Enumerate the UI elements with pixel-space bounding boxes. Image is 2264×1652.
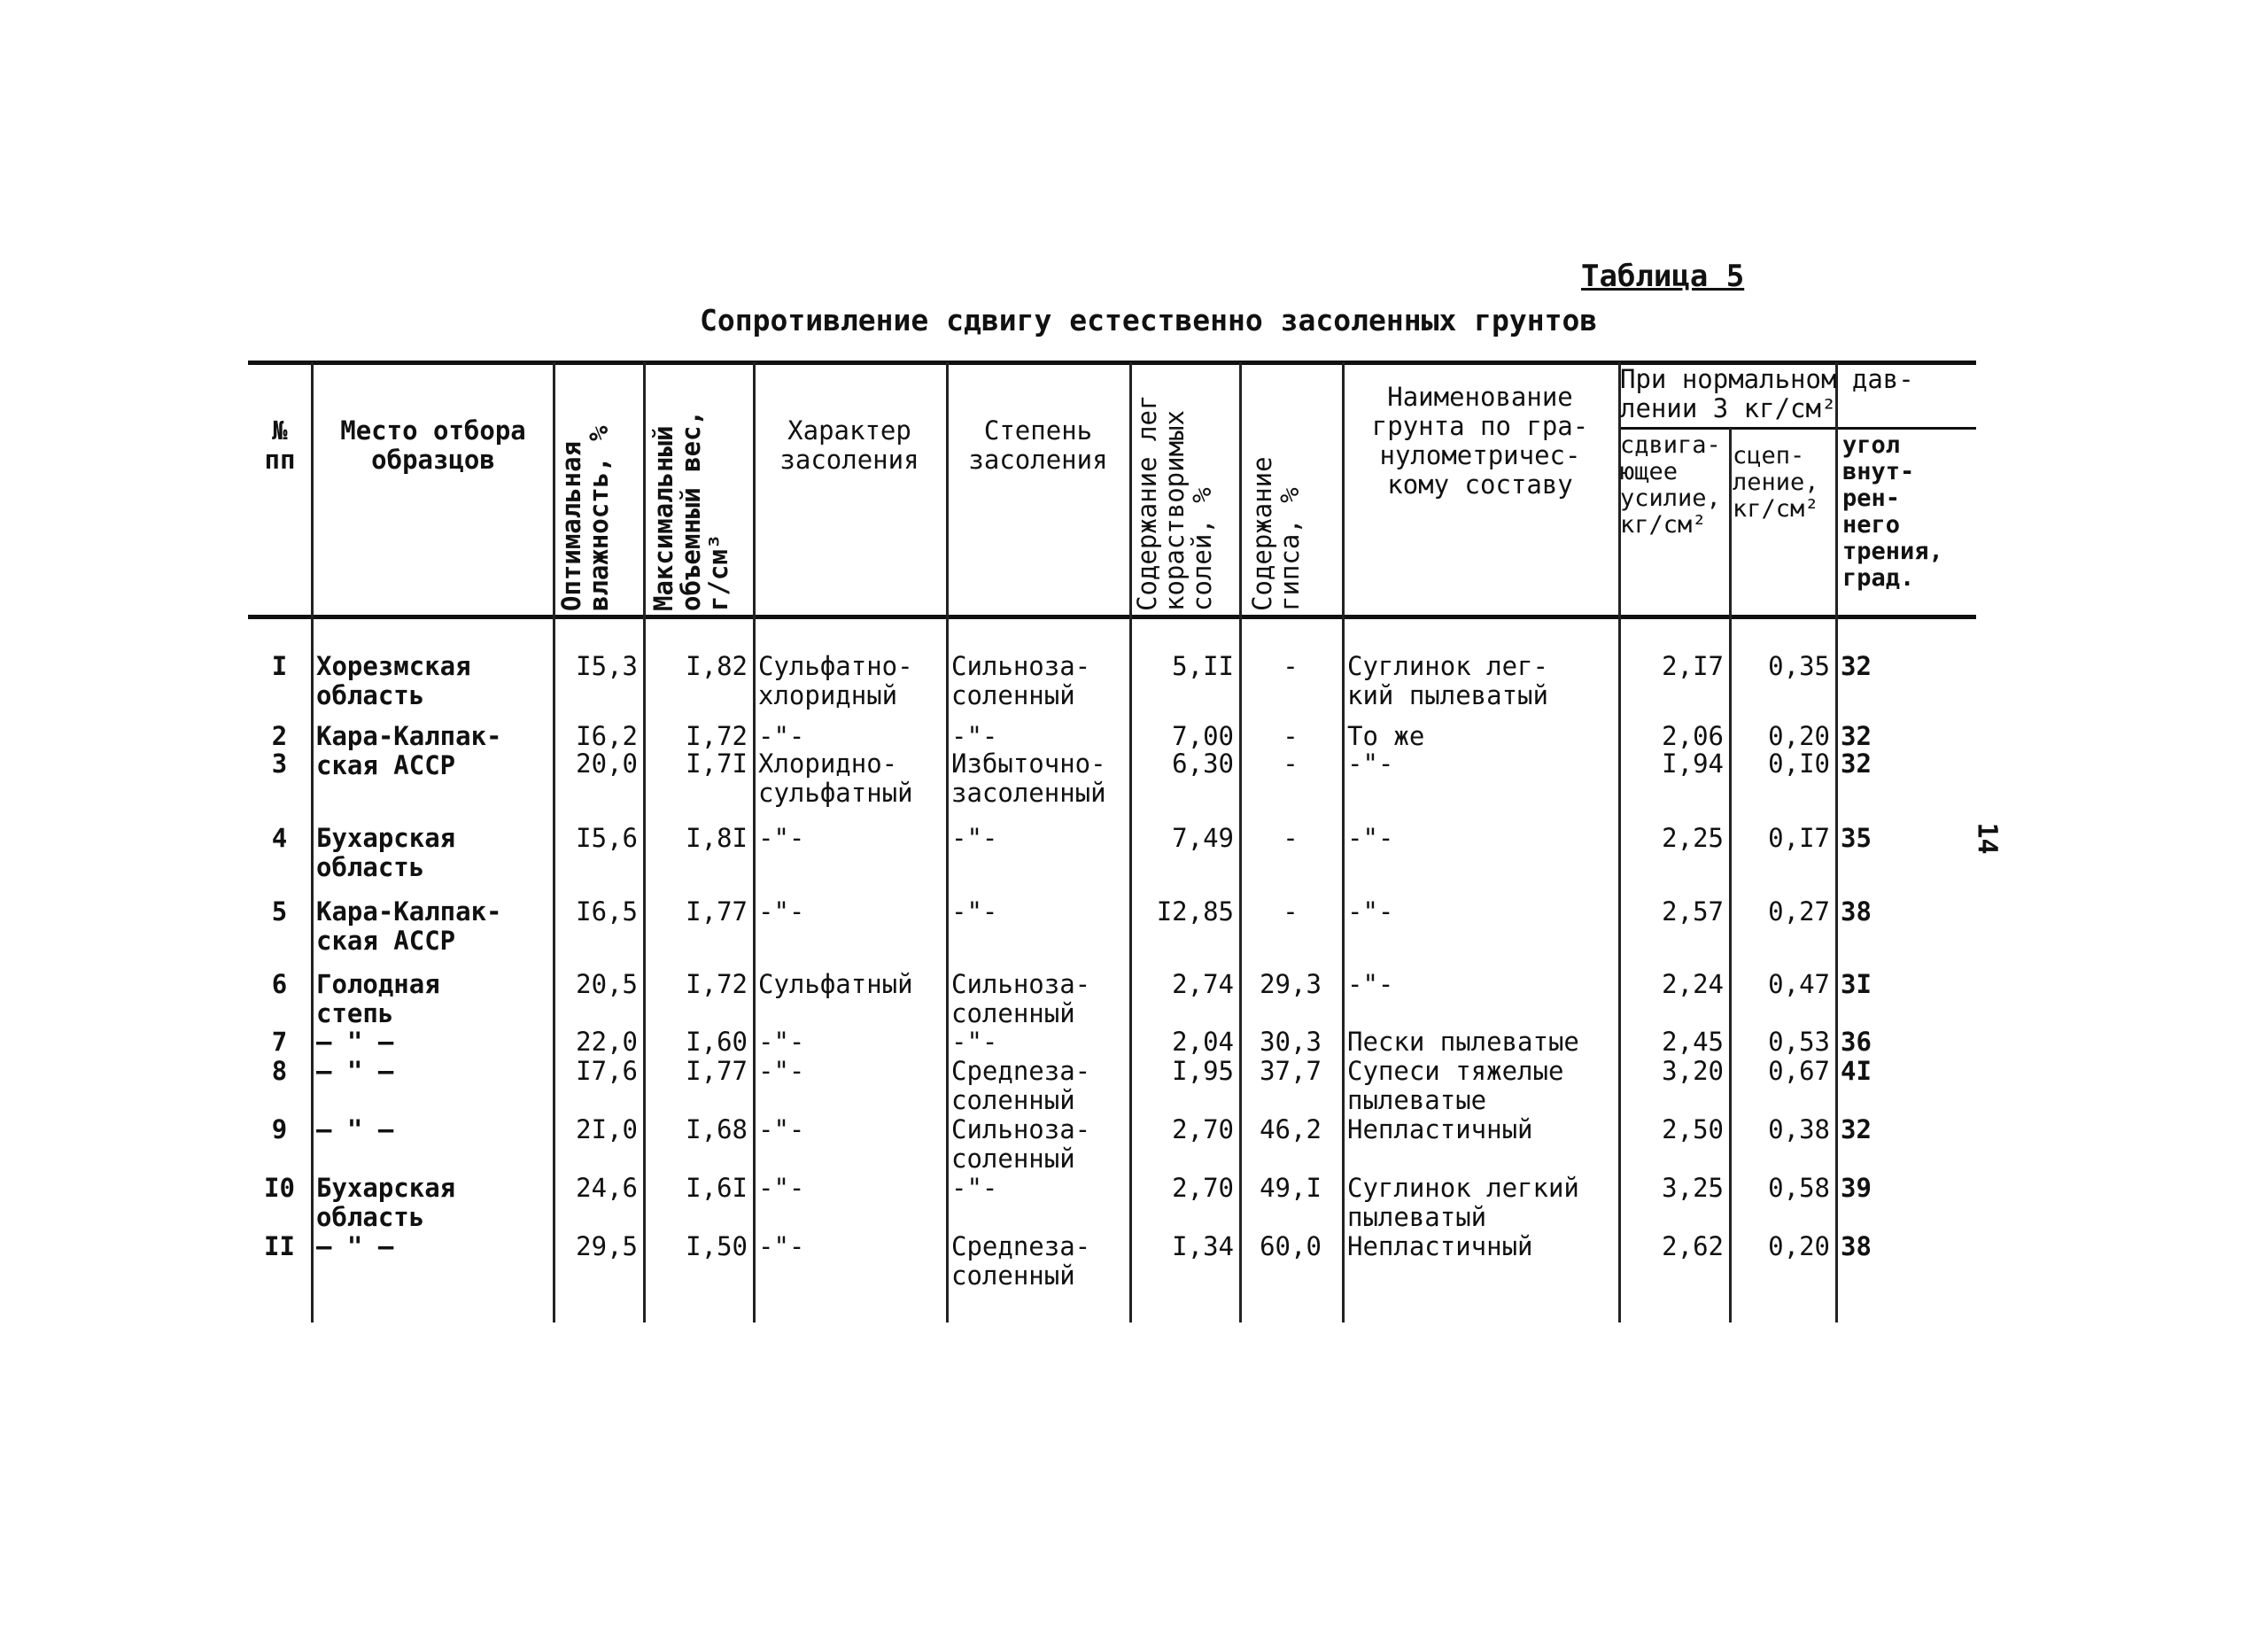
table-cell-degree: Сильноза- соленный [951, 969, 1091, 1028]
table-cell-cohesion: 0,58 [1768, 1173, 1830, 1203]
table-cell-salts: 6,30 [1172, 748, 1234, 779]
table-cell-num: II [264, 1231, 295, 1261]
table-cell-moisture: I6,5 [576, 896, 638, 927]
table-cell-moisture: 2I,0 [576, 1114, 638, 1144]
table-cell-degree: Сильноза- соленный [951, 651, 1091, 710]
header-gypsum: Содержание гипса, % [1247, 456, 1305, 611]
table-cell-moisture: 22,0 [576, 1027, 638, 1057]
table-cell-soil: -"- [1347, 896, 1394, 927]
table-cell-degree: -"- [951, 721, 998, 751]
column-divider [1239, 362, 1242, 1322]
table-cell-soil: Суглинок лег- кий пылеватый [1347, 651, 1548, 710]
table-cell-gypsum: 30,3 [1260, 1027, 1322, 1057]
header-soil: Наименование грунта по гра- нулометричес- кому составу [1371, 382, 1589, 500]
table-cell-character: Сульфатный [758, 969, 913, 999]
table-cell-moisture: I7,6 [576, 1056, 638, 1086]
table-cell-place: — " — [316, 1231, 394, 1261]
table-cell-salts: 2,70 [1172, 1114, 1234, 1144]
table-cell-gypsum: - [1283, 651, 1299, 681]
table-cell-cohesion: 0,20 [1768, 1231, 1830, 1261]
table-cell-shear: 2,45 [1662, 1027, 1724, 1057]
table-cell-gypsum: 46,2 [1260, 1114, 1322, 1144]
table-cell-num: I0 [264, 1173, 295, 1203]
table-cell-gypsum: - [1283, 823, 1299, 853]
table-cell-place: Бухарская область [316, 1173, 456, 1232]
table-cell-soil: Непластичный [1347, 1114, 1533, 1144]
table-cell-shear: 3,25 [1662, 1173, 1724, 1203]
header-degree: Степень засоления [968, 415, 1108, 475]
table-cell-gypsum: - [1283, 896, 1299, 927]
column-divider [753, 362, 756, 1322]
table-cell-density: I,7I [686, 748, 748, 779]
header-pressure-group: При нормальном дав- лении 3 кг/см² [1620, 364, 1914, 423]
table-cell-character: -"- [758, 1173, 805, 1203]
table-title: Сопротивление сдвигу естественно засоленных грунтов [700, 303, 1598, 337]
table-cell-degree: Средneза- соленный [951, 1231, 1091, 1291]
table-cell-place: — " — [316, 1056, 394, 1086]
table-cell-shear: 2,57 [1662, 896, 1724, 927]
header-character: Характер засоления [779, 415, 919, 475]
table-cell-character: Хлоридно- сульфатный [758, 748, 913, 808]
table-cell-shear: 2,06 [1662, 721, 1724, 751]
table-label: Таблица 5 [1581, 259, 1745, 294]
table-cell-density: I,72 [686, 969, 748, 999]
table-cell-cohesion: 0,35 [1768, 651, 1830, 681]
table-cell-moisture: I5,6 [576, 823, 638, 853]
table-cell-salts: 5,II [1172, 651, 1234, 681]
table-cell-density: I,68 [686, 1114, 748, 1144]
table-cell-degree: -"- [951, 896, 998, 927]
table-cell-moisture: 29,5 [576, 1231, 638, 1261]
table-cell-angle: 39 [1841, 1173, 1872, 1203]
table-cell-shear: 2,25 [1662, 823, 1724, 853]
table-cell-salts: I,95 [1172, 1056, 1234, 1086]
table-cell-angle: 3I [1841, 969, 1872, 999]
table-cell-density: I,72 [686, 721, 748, 751]
table-cell-place: — " — [316, 1027, 394, 1057]
table-cell-gypsum: 29,3 [1260, 969, 1322, 999]
column-divider [311, 362, 314, 1322]
header-salts: Содержание лег корастворимых солей, % [1132, 394, 1217, 611]
table-cell-salts: 7,49 [1172, 823, 1234, 853]
table-cell-salts: I2,85 [1156, 896, 1234, 927]
table-cell-angle: 36 [1841, 1027, 1872, 1057]
table-cell-soil: То же [1347, 721, 1425, 751]
column-divider [1729, 428, 1732, 1322]
table-cell-place: Хорезмская область [316, 651, 471, 710]
table-cell-character: -"- [758, 721, 805, 751]
table-cell-character: -"- [758, 1114, 805, 1144]
table-cell-angle: 32 [1841, 721, 1872, 751]
table-cell-place: Бухарская область [316, 823, 456, 882]
table-cell-angle: 38 [1841, 896, 1872, 927]
table-cell-soil: Суглинок легкий пылеватый [1347, 1173, 1579, 1232]
table-cell-moisture: 20,0 [576, 748, 638, 779]
table-cell-num: I [271, 651, 288, 681]
table-cell-angle: 32 [1841, 748, 1872, 779]
table-cell-degree: Сильноза- соленный [951, 1114, 1091, 1174]
table-cell-place: — " — [316, 1114, 394, 1144]
table-cell-salts: I,34 [1172, 1231, 1234, 1261]
table-cell-degree: Избыточно- засоленный [951, 748, 1106, 808]
table-cell-density: I,77 [686, 1056, 748, 1086]
table-cell-num: 9 [271, 1114, 288, 1144]
table-cell-gypsum: 60,0 [1260, 1231, 1322, 1261]
table-cell-place: Кара-Калпак- ская АССР [316, 721, 502, 780]
table-cell-density: I,60 [686, 1027, 748, 1057]
table-cell-character: -"- [758, 1231, 805, 1261]
column-divider [553, 362, 555, 1322]
table-cell-degree: -"- [951, 823, 998, 853]
column-divider [1835, 362, 1838, 1322]
table-cell-soil: Супеси тяжелые пылеватые [1347, 1056, 1564, 1115]
table-cell-shear: 2,50 [1662, 1114, 1724, 1144]
table-cell-angle: 38 [1841, 1231, 1872, 1261]
header-density: Максимальный объемный вес, г/см³ [648, 410, 733, 611]
table-cell-angle: 35 [1841, 823, 1872, 853]
table-cell-density: I,8I [686, 823, 748, 853]
table-cell-cohesion: 0,I0 [1768, 748, 1830, 779]
table-cell-soil: -"- [1347, 969, 1394, 999]
table-cell-character: -"- [758, 1027, 805, 1057]
table-cell-place: Кара-Калпак- ская АССР [316, 896, 502, 956]
table-cell-density: I,50 [686, 1231, 748, 1261]
table-cell-gypsum: 49,I [1260, 1173, 1322, 1203]
table-cell-cohesion: 0,20 [1768, 721, 1830, 751]
table-cell-character: -"- [758, 823, 805, 853]
table-cell-num: 7 [271, 1027, 288, 1057]
table-cell-degree: -"- [951, 1027, 998, 1057]
table-cell-cohesion: 0,I7 [1768, 823, 1830, 853]
table-cell-salts: 2,74 [1172, 969, 1234, 999]
table-cell-angle: 32 [1841, 651, 1872, 681]
table-cell-character: Сульфатно- хлоридный [758, 651, 913, 710]
header-num: № пп [264, 415, 296, 475]
table-cell-cohesion: 0,27 [1768, 896, 1830, 927]
header-angle: угол внут- рен- него трения, град. [1842, 431, 1943, 592]
table-cell-num: 4 [271, 823, 288, 853]
column-divider [946, 362, 949, 1322]
table-cell-gypsum: - [1283, 721, 1299, 751]
table-cell-density: I,77 [686, 896, 748, 927]
table-cell-shear: I,94 [1662, 748, 1724, 779]
table-cell-gypsum: - [1283, 748, 1299, 779]
table-cell-soil: -"- [1347, 748, 1394, 779]
header-bottom-rule [248, 615, 1976, 619]
subheader-rule [1618, 427, 1976, 430]
table-cell-degree: -"- [951, 1173, 998, 1203]
table-cell-shear: 2,62 [1662, 1231, 1724, 1261]
table-cell-moisture: I6,2 [576, 721, 638, 751]
table-cell-soil: Пески пылеватые [1347, 1027, 1579, 1057]
table-cell-density: I,6I [686, 1173, 748, 1203]
table-cell-moisture: 20,5 [576, 969, 638, 999]
table-cell-num: 6 [271, 969, 288, 999]
table-cell-gypsum: 37,7 [1260, 1056, 1322, 1086]
header-place: Место отбора образцов [340, 415, 526, 475]
table-cell-soil: Непластичный [1347, 1231, 1533, 1261]
table-cell-salts: 2,70 [1172, 1173, 1234, 1203]
table-cell-density: I,82 [686, 651, 748, 681]
table-cell-shear: 3,20 [1662, 1056, 1724, 1086]
header-cohesion: сцеп- ление, кг/см² [1733, 442, 1819, 523]
table-cell-num: 2 [271, 721, 288, 751]
column-divider [643, 362, 646, 1322]
column-divider [1342, 362, 1345, 1322]
table-cell-salts: 7,00 [1172, 721, 1234, 751]
table-cell-cohesion: 0,53 [1768, 1027, 1830, 1057]
table-cell-place: Голодная степь [316, 969, 440, 1028]
table-cell-cohesion: 0,38 [1768, 1114, 1830, 1144]
header-shear: сдвига- ющее усилие, кг/см² [1620, 431, 1721, 539]
table-cell-salts: 2,04 [1172, 1027, 1234, 1057]
page-number: 14 [1971, 822, 2003, 855]
table-cell-character: -"- [758, 1056, 805, 1086]
table-cell-angle: 4I [1841, 1056, 1872, 1086]
table-cell-cohesion: 0,47 [1768, 969, 1830, 999]
header-moisture: Оптимальная влажность, % [556, 425, 614, 611]
table-cell-angle: 32 [1841, 1114, 1872, 1144]
table-cell-num: 3 [271, 748, 288, 779]
table-cell-soil: -"- [1347, 823, 1394, 853]
table-cell-degree: Средneза- соленный [951, 1056, 1091, 1115]
table-cell-moisture: 24,6 [576, 1173, 638, 1203]
table-cell-shear: 2,24 [1662, 969, 1724, 999]
table-cell-shear: 2,I7 [1662, 651, 1724, 681]
table-cell-num: 8 [271, 1056, 288, 1086]
table-cell-moisture: I5,3 [576, 651, 638, 681]
table-cell-num: 5 [271, 896, 288, 927]
table-cell-cohesion: 0,67 [1768, 1056, 1830, 1086]
table-cell-character: -"- [758, 896, 805, 927]
